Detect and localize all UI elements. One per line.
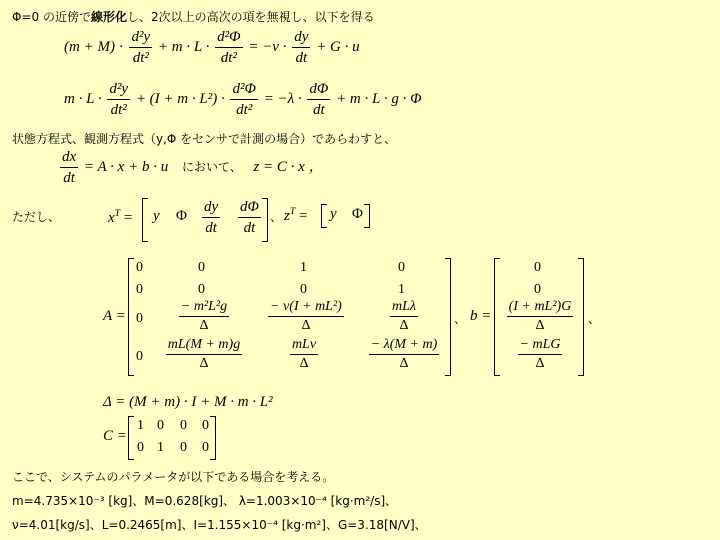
xT-dy-num: dy: [202, 198, 220, 218]
xT-bracket-right: [262, 198, 268, 242]
state-text: 状態方程式、観測方程式（y,Φ をセンサで計測の場合）であらわすと、: [12, 132, 397, 146]
eq2-d2y-num: d²y: [107, 80, 130, 100]
matrixA-label: A =: [103, 308, 126, 324]
matrixC-bracket-left: [128, 416, 134, 460]
eq1-frac-d2phi: [215, 28, 242, 67]
eq2-dphi-num: dΦ: [307, 80, 330, 100]
A-r3c2-num: − m²L²g: [179, 299, 229, 317]
zT-phi: Φ: [352, 206, 363, 222]
A-r3c2-den: Δ: [199, 318, 209, 334]
equation-1: (m + M) · $\frac{\text{d²y}}{\text{dt²}}$ + m · L · $\frac{\text{d²Φ}}{\text{dt²}}$ = −ν · $\frac{dy}{dt}$ + G · u: [64, 29, 360, 66]
intro-bold: 線形化: [90, 10, 127, 24]
eq2-frac-d2y: [107, 80, 130, 119]
b-r1: 0: [534, 260, 541, 275]
eq1-d2y-den: dt²: [132, 50, 149, 66]
A-r2c4: 1: [398, 282, 405, 297]
eq2-term2: + (I + m · L²) ·: [135, 90, 225, 107]
eq1-dy-den: dt: [295, 50, 308, 66]
b-r2: 0: [534, 282, 541, 297]
state-equation: [58, 148, 324, 187]
C-r1c3: 0: [180, 418, 187, 433]
b-r3: [500, 299, 580, 334]
C-r2c2: 1: [157, 440, 164, 455]
A-r4c4: [356, 337, 452, 372]
b-r3-den: Δ: [535, 318, 545, 334]
eq2-rhs2: + m · L · g · Φ: [336, 90, 422, 107]
A-r1c1: 0: [136, 260, 143, 275]
xT-bracket-left: [142, 198, 148, 242]
C-r2c3: 0: [180, 440, 187, 455]
equation-2: [64, 80, 422, 119]
matrixC-label: C =: [103, 428, 127, 444]
xT-sup: T: [114, 208, 121, 219]
xT-sep: 、: [270, 210, 283, 224]
eq2-lhs: m · L ·: [64, 90, 102, 107]
A-r3c1: 0: [136, 311, 143, 326]
A-r4c3-den: Δ: [299, 356, 309, 372]
xT-y: y: [153, 208, 160, 224]
params-line-1: m=4.735×10⁻³ [kg]、M=0.628[kg]、 λ=1.003×10⁻⁴ [kg·m²/s]、: [12, 494, 398, 508]
xT-dphi-den: dt: [243, 220, 256, 236]
eq1-d2phi-den: dt²: [220, 50, 237, 66]
state-dx-num: dx: [60, 148, 78, 168]
C-r2c4: 0: [202, 440, 209, 455]
A-r3c3-den: Δ: [301, 318, 311, 334]
vectorB-sep: 、: [588, 312, 601, 326]
observation-eq: z = C · x ，: [253, 158, 324, 175]
eq2-rhs1: = −λ ·: [263, 90, 302, 107]
C-r1c2: 0: [157, 418, 164, 433]
xT-dy: [200, 198, 222, 237]
eq1-lhs: (m + M): [64, 38, 115, 55]
state-connector: において、: [181, 159, 242, 174]
A-r4c2-num: mL(M + m)g: [166, 337, 242, 355]
A-r2c3: 0: [300, 282, 307, 297]
tadashi-label: ただし、: [12, 210, 61, 224]
A-r3c4-num: mLλ: [390, 299, 418, 317]
A-r4c1: 0: [136, 349, 143, 364]
A-r1c4: 0: [398, 260, 405, 275]
A-r4c4-den: Δ: [399, 356, 409, 372]
matrixA-bracket-left: [128, 258, 134, 376]
xT-phi: Φ: [176, 208, 187, 224]
state-frac-dx: [60, 148, 78, 187]
xT-symbol: x: [108, 210, 115, 226]
zT-y: y: [330, 206, 337, 222]
zT-def: [284, 206, 308, 225]
A-r3c3-num: − ν(I + mL²): [268, 299, 344, 317]
intro-suffix: し、2次以上の高次の項を無視し、以下を得る: [126, 10, 375, 24]
eq2-d2y-den: dt²: [110, 102, 127, 118]
C-r1c1: 1: [137, 418, 144, 433]
delta-equation: Δ = (M + m) · I + M · m · L²: [103, 394, 273, 410]
eq1-frac-d2y: [129, 28, 152, 67]
eq2-d2phi-den: dt²: [236, 102, 253, 118]
eq1-dy-num: dy: [292, 28, 310, 48]
A-r1c3: 1: [300, 260, 307, 275]
A-r3c2: [168, 299, 240, 334]
xT-dphi: [236, 198, 263, 237]
params-line-2: ν=4.01[kg/s]、L=0.2465[m]、I=1.155×10⁻⁴ [kg·m²]、G=3.18[N/V]、: [12, 518, 427, 532]
A-r2c2: 0: [198, 282, 205, 297]
A-r3c4-den: Δ: [399, 318, 409, 334]
eq2-dphi-den: dt: [313, 102, 325, 118]
zT-bracket-left: [321, 204, 327, 228]
A-r4c2-den: Δ: [199, 356, 209, 372]
A-r3c4: [376, 299, 432, 334]
xT-dphi-num: dΦ: [238, 198, 261, 218]
eq1-d2phi-num: d²Φ: [215, 28, 242, 48]
A-r1c2: 0: [198, 260, 205, 275]
b-r4-den: Δ: [535, 356, 545, 372]
state-dx-den: dt: [63, 170, 75, 186]
zT-symbol: z: [284, 208, 290, 224]
xT-eq: =: [123, 210, 133, 226]
b-r4: [510, 337, 570, 372]
zT-bracket-right: [364, 204, 370, 228]
A-r2c1: 0: [136, 282, 143, 297]
A-r3c3: [258, 299, 354, 334]
eq2-frac-dphi: [307, 80, 330, 119]
A-r4c3-num: mLν: [290, 337, 318, 355]
zT-eq: =: [299, 208, 308, 224]
eq1-rhs2: + G · u: [316, 38, 360, 55]
state-rhs: = A · x + b · u: [83, 158, 169, 175]
A-r4c4-num: − λ(M + m): [369, 337, 440, 355]
eq2-frac-d2phi: [230, 80, 257, 119]
zT-sup: T: [289, 206, 296, 217]
params-intro: ここで、システムのパラメータが以下である場合を考える。: [12, 470, 335, 484]
A-r4c2: [156, 337, 252, 372]
vectorB-label: b =: [470, 308, 492, 324]
A-r4c3: [276, 337, 332, 372]
eq1-term2: + m · L ·: [157, 38, 210, 55]
eq1-rhs1: = −ν ·: [248, 38, 287, 55]
C-r1c4: 0: [202, 418, 209, 433]
intro-prefix: Φ=0 の近傍で: [12, 10, 91, 24]
eq1-d2y-num: d²y: [129, 28, 152, 48]
matrixC-bracket-right: [210, 416, 216, 460]
b-r3-num: (I + mL²)G: [507, 299, 574, 317]
xT-dy-den: dt: [205, 220, 217, 236]
C-r2c1: 0: [137, 440, 144, 455]
b-r4-num: − mLG: [518, 337, 563, 355]
matrixA-sep: 、: [454, 312, 467, 326]
intro-line: [12, 8, 375, 25]
eq2-d2phi-num: d²Φ: [230, 80, 257, 100]
eq1-frac-dy: [292, 28, 310, 67]
